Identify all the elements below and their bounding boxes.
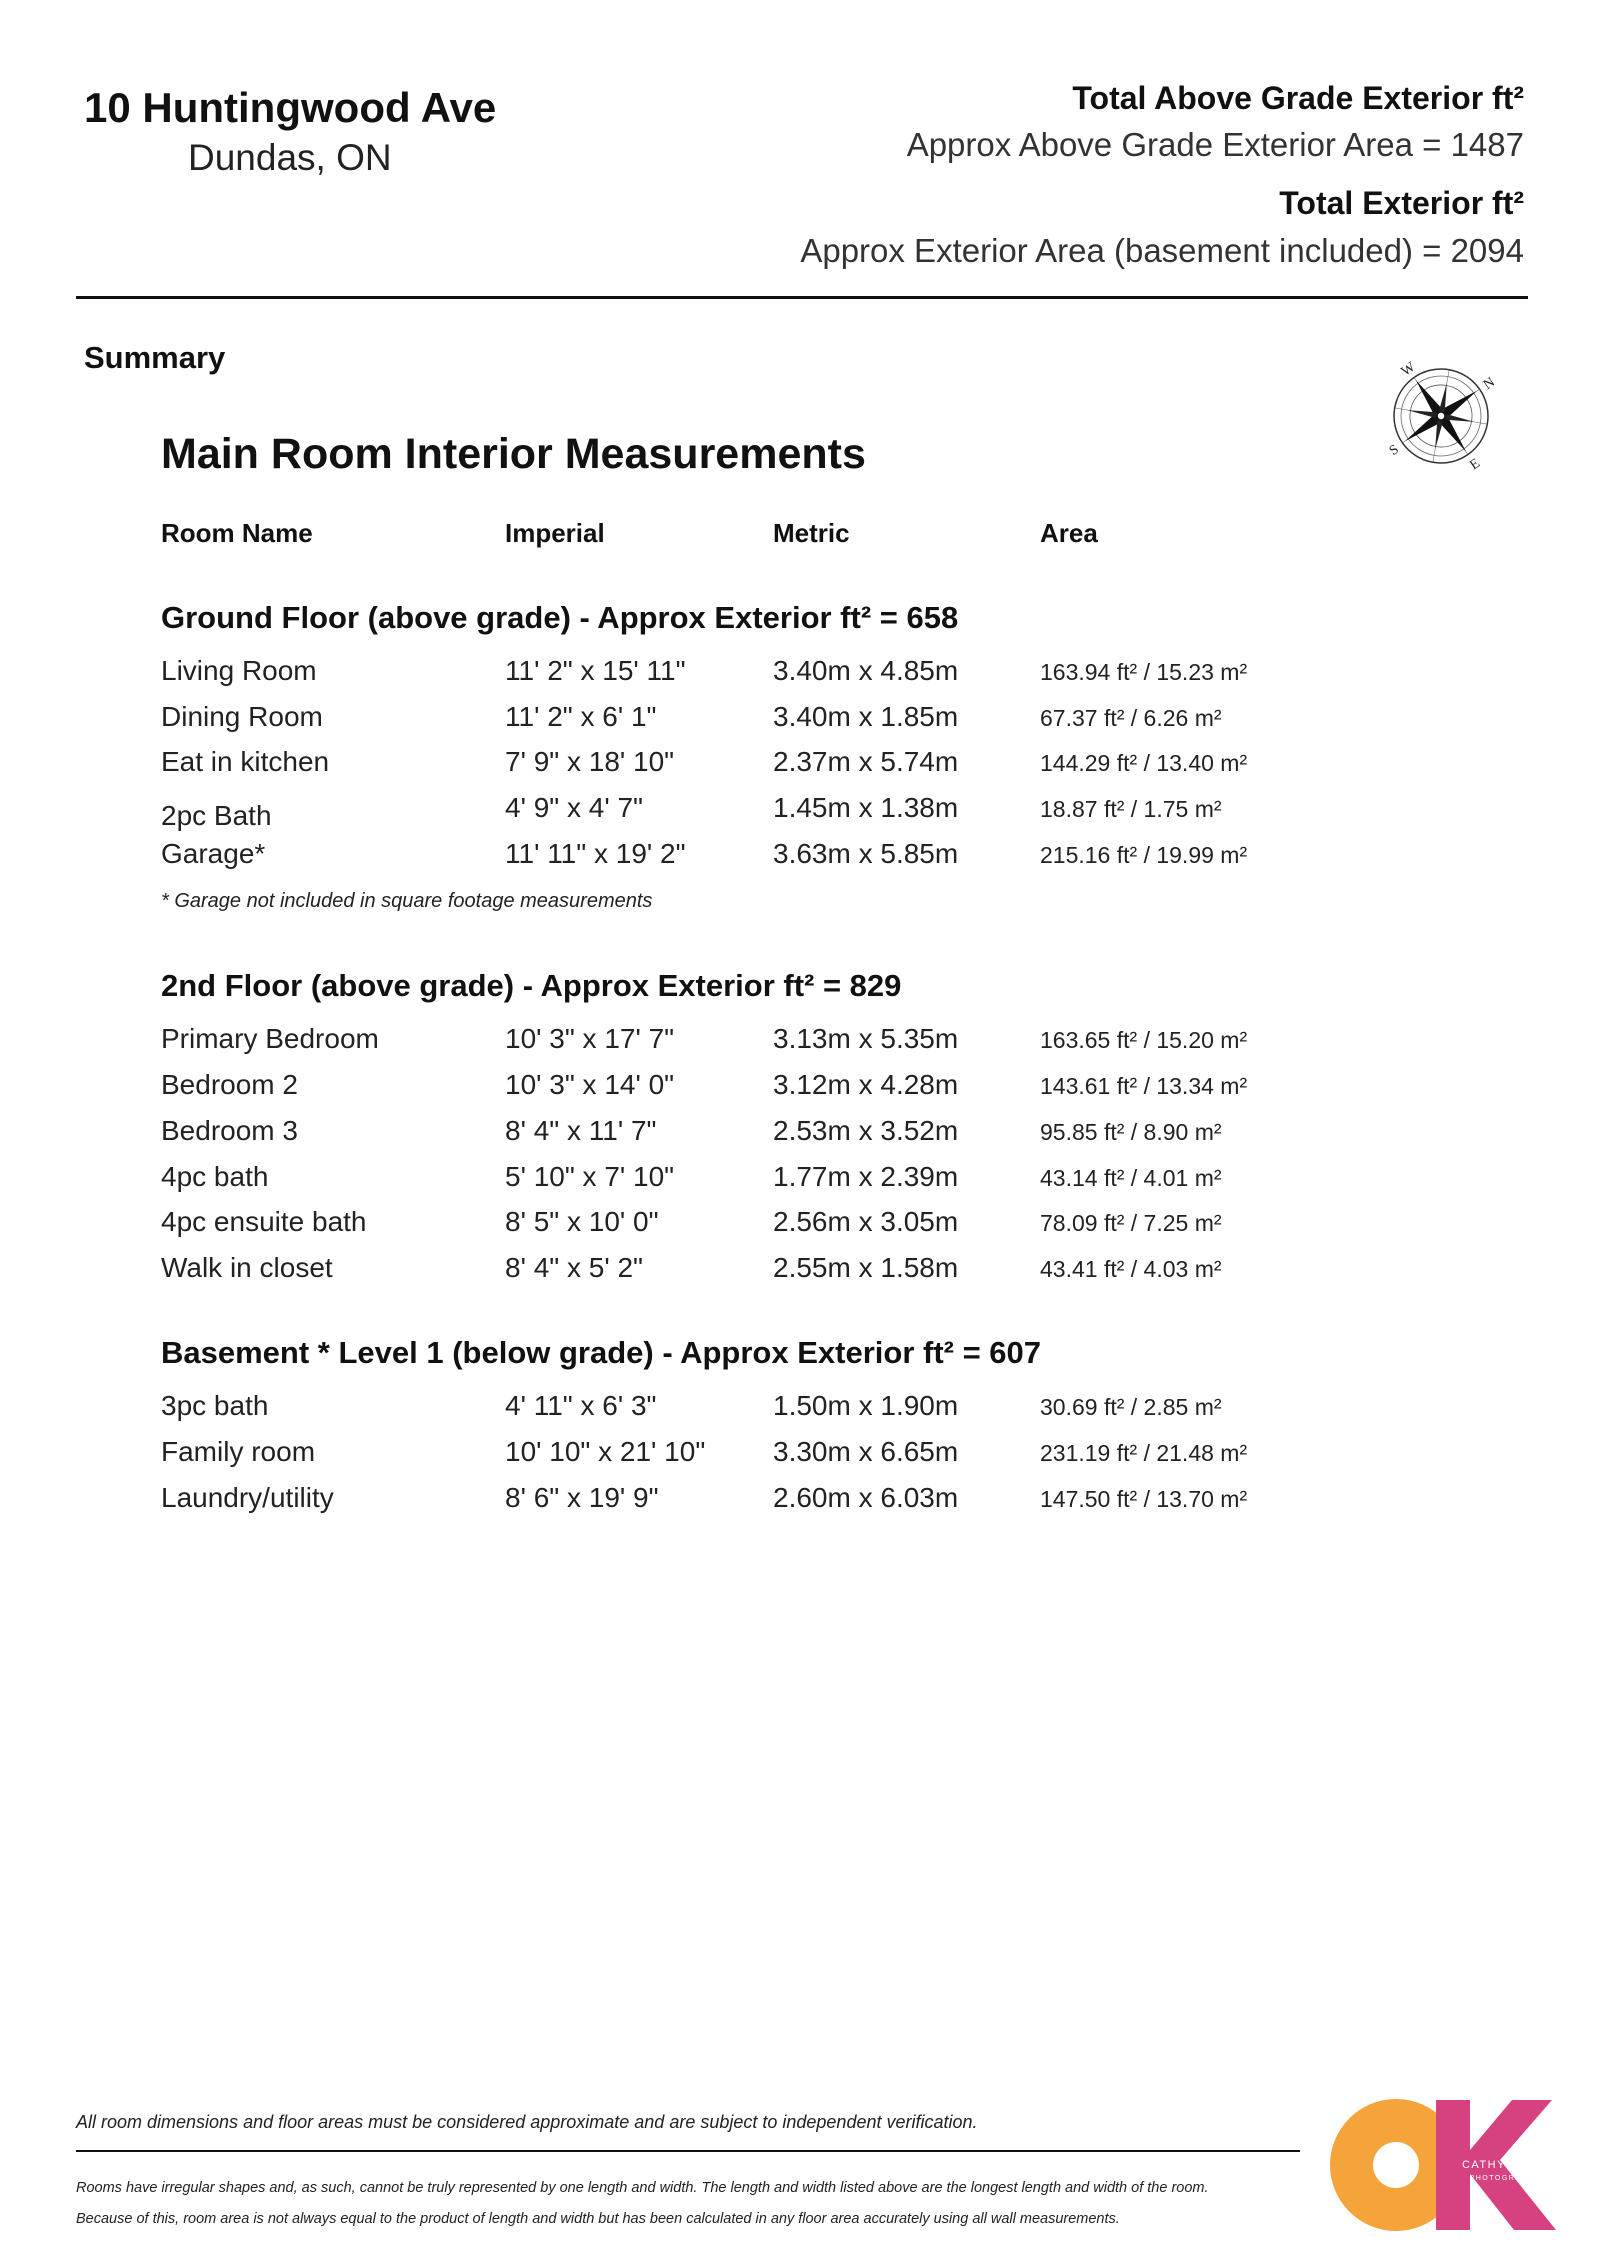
room-imperial: 10' 10" x 21' 10"	[505, 1436, 706, 1467]
room-metric: 3.13m x 5.35m	[773, 1023, 959, 1054]
room-area: 215.16 ft² / 19.99 m²	[1040, 842, 1248, 868]
room-area: 143.61 ft² / 13.34 m²	[1040, 1073, 1248, 1099]
total-exterior-value: Approx Exterior Area (basement included) = 2094	[800, 232, 1524, 269]
room-imperial: 10' 3" x 14' 0"	[505, 1069, 675, 1100]
cathy-koop-logo	[1330, 2096, 1570, 2234]
room-name: 3pc bath	[161, 1390, 269, 1421]
room-imperial: 5' 10" x 7' 10"	[505, 1161, 675, 1192]
room-metric: 3.63m x 5.85m	[773, 838, 959, 869]
footer-divider	[76, 2150, 1300, 2152]
room-name: Walk in closet	[161, 1252, 333, 1283]
column-header-room: Room Name	[161, 518, 313, 548]
section-title-basement: Basement * Level 1 (below grade) - Approx Exterior ft² = 607	[161, 1335, 1042, 1370]
room-name: Primary Bedroom	[161, 1023, 379, 1054]
section-title-second-floor: 2nd Floor (above grade) - Approx Exterior ft² = 829	[161, 968, 902, 1003]
room-metric: 1.45m x 1.38m	[773, 792, 959, 823]
section-title-ground-floor: Ground Floor (above grade) - Approx Exterior ft² = 658	[161, 600, 959, 635]
property-city: Dundas, ON	[188, 137, 392, 178]
room-area: 144.29 ft² / 13.40 m²	[1040, 750, 1248, 776]
room-area: 30.69 ft² / 2.85 m²	[1040, 1394, 1222, 1420]
room-name: Family room	[161, 1436, 316, 1467]
room-area: 147.50 ft² / 13.70 m²	[1040, 1486, 1248, 1512]
compass-rose-icon	[1368, 346, 1518, 496]
room-imperial: 11' 2" x 6' 1"	[505, 701, 657, 732]
property-address: 10 Huntingwood Ave	[84, 84, 497, 131]
room-metric: 1.77m x 2.39m	[773, 1161, 959, 1192]
room-metric: 1.50m x 1.90m	[773, 1390, 959, 1421]
room-name: Dining Room	[161, 701, 323, 732]
room-imperial: 4' 11" x 6' 3"	[505, 1390, 657, 1421]
room-metric: 2.56m x 3.05m	[773, 1206, 959, 1237]
compass-letter: S	[1386, 442, 1402, 459]
room-name: Living Room	[161, 655, 317, 686]
room-name: Eat in kitchen	[161, 746, 330, 777]
room-imperial: 11' 2" x 15' 11"	[505, 655, 686, 686]
room-imperial: 8' 4" x 5' 2"	[505, 1252, 643, 1283]
column-header-metric: Metric	[773, 518, 850, 548]
room-name: 4pc bath	[161, 1161, 269, 1192]
disclaimer: All room dimensions and floor areas must be considered approximate and are subject to independent verification.	[76, 2112, 978, 2132]
room-area: 43.41 ft² / 4.03 m²	[1040, 1256, 1222, 1282]
logo-text-sub: PHOTOGRAPHY	[1469, 2175, 1541, 2182]
room-metric: 3.30m x 6.65m	[773, 1436, 959, 1467]
room-area: 163.65 ft² / 15.20 m²	[1040, 1027, 1248, 1053]
room-name: Bedroom 2	[161, 1069, 298, 1100]
room-metric: 2.55m x 1.58m	[773, 1252, 959, 1283]
room-metric: 3.40m x 1.85m	[773, 701, 959, 732]
room-area: 67.37 ft² / 6.26 m²	[1040, 705, 1222, 731]
room-name: 2pc Bath	[161, 800, 272, 831]
total-above-grade-value: Approx Above Grade Exterior Area = 1487	[906, 126, 1524, 163]
total-exterior-label: Total Exterior ft²	[1279, 185, 1524, 221]
room-imperial: 8' 6" x 19' 9"	[505, 1482, 659, 1513]
total-above-grade-label: Total Above Grade Exterior ft²	[1072, 80, 1524, 116]
room-metric: 2.53m x 3.52m	[773, 1115, 959, 1146]
room-imperial: 4' 9" x 4' 7"	[505, 792, 643, 823]
room-area: 231.19 ft² / 21.48 m²	[1040, 1440, 1248, 1466]
room-metric: 3.12m x 4.28m	[773, 1069, 959, 1100]
garage-note: * Garage not included in square footage measurements	[161, 890, 653, 912]
column-header-imperial: Imperial	[505, 518, 605, 548]
column-header-area: Area	[1040, 518, 1098, 548]
room-area: 78.09 ft² / 7.25 m²	[1040, 1210, 1222, 1236]
room-name: Bedroom 3	[161, 1115, 298, 1146]
fine-print-1: Rooms have irregular shapes and, as such, cannot be truly represented by one length and width. The length and width listed above are the longest length and width of the room.	[76, 2180, 1209, 2196]
room-metric: 2.37m x 5.74m	[773, 746, 959, 777]
room-name: Laundry/utility	[161, 1482, 334, 1513]
compass-letter: E	[1467, 456, 1483, 474]
room-imperial: 11' 11" x 19' 2"	[505, 838, 686, 869]
room-metric: 3.40m x 4.85m	[773, 655, 959, 686]
room-area: 18.87 ft² / 1.75 m²	[1040, 796, 1222, 822]
room-imperial: 7' 9" x 18' 10"	[505, 746, 675, 777]
room-name: Garage*	[161, 838, 266, 869]
compass-letter: W	[1398, 359, 1419, 380]
room-imperial: 8' 5" x 10' 0"	[505, 1206, 659, 1237]
room-name: 4pc ensuite bath	[161, 1206, 367, 1237]
room-imperial: 10' 3" x 17' 7"	[505, 1023, 675, 1054]
room-imperial: 8' 4" x 11' 7"	[505, 1115, 657, 1146]
fine-print-2: Because of this, room area is not always equal to the product of length and width but has been calculated in any floor area accurately using all wall measurements.	[76, 2211, 1120, 2227]
summary-label: Summary	[84, 340, 226, 375]
room-area: 163.94 ft² / 15.23 m²	[1040, 659, 1248, 685]
main-title: Main Room Interior Measurements	[161, 430, 866, 478]
header-divider	[76, 296, 1528, 299]
compass-letter: N	[1480, 374, 1498, 394]
room-area: 95.85 ft² / 8.90 m²	[1040, 1119, 1222, 1145]
logo-text-name: CATHY KOOP	[1461, 2159, 1549, 2171]
room-area: 43.14 ft² / 4.01 m²	[1040, 1165, 1222, 1191]
room-metric: 2.60m x 6.03m	[773, 1482, 959, 1513]
